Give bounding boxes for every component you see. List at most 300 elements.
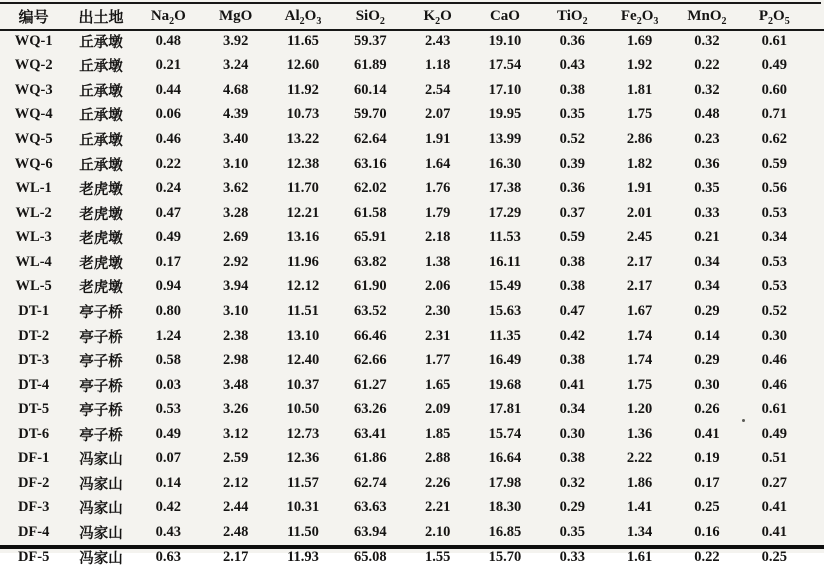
value-cell-al2o3: 10.37 xyxy=(286,376,320,393)
value-cell-k2o: 1.18 xyxy=(424,57,451,74)
value-cell-fe2o3: 1.41 xyxy=(626,499,653,516)
value-cell-al2o3: 12.60 xyxy=(286,57,320,74)
value-cell-k2o: 1.91 xyxy=(424,131,451,148)
value-cell-al2o3: 11.92 xyxy=(287,81,319,98)
table-row-WL-2 xyxy=(0,201,808,226)
table-row-DF-2 xyxy=(0,471,808,496)
column-header-mno2: MnO$_2$ xyxy=(687,7,727,27)
header-row xyxy=(0,3,808,29)
value-cell-sio2: 62.02 xyxy=(353,180,387,197)
value-cell-mgo: 3.92 xyxy=(222,32,249,49)
value-cell-cao: 17.54 xyxy=(488,57,522,74)
sample-id-cell: WQ-1 xyxy=(14,32,53,49)
value-cell-cao: 15.74 xyxy=(488,425,522,442)
value-cell-na2o: 0.14 xyxy=(155,474,181,491)
value-cell-mno2: 0.32 xyxy=(694,81,720,98)
value-cell-al2o3: 11.51 xyxy=(287,302,319,319)
value-cell-al2o3: 11.93 xyxy=(287,548,319,565)
site-cell: 亭子桥 xyxy=(79,329,123,346)
table-row-WL-5 xyxy=(0,275,808,300)
value-cell-k2o: 1.55 xyxy=(424,548,451,565)
value-cell-fe2o3: 1.67 xyxy=(626,302,653,319)
value-cell-p2o5: 0.61 xyxy=(761,32,787,49)
value-cell-al2o3: 11.50 xyxy=(287,524,319,541)
value-cell-na2o: 0.42 xyxy=(155,499,181,516)
sample-id-cell: DF-2 xyxy=(17,474,50,491)
value-cell-mno2: 0.17 xyxy=(694,474,720,491)
column-header-al2o3: $Al_2O_3$ xyxy=(284,7,322,27)
value-cell-fe2o3: 1.75 xyxy=(626,106,653,123)
value-cell-k2o: 2.09 xyxy=(424,401,451,418)
value-cell-cao: 16.85 xyxy=(488,524,522,541)
value-cell-na2o: 0.63 xyxy=(155,548,181,565)
value-cell-sio2: 61.58 xyxy=(353,204,387,221)
value-cell-p2o5: 0.52 xyxy=(761,302,787,319)
value-cell-al2o3: 12.21 xyxy=(286,204,320,221)
value-cell-al2o3: 10.73 xyxy=(286,106,320,123)
value-cell-p2o5: 0.51 xyxy=(761,450,787,467)
value-cell-na2o: 0.44 xyxy=(155,81,181,98)
value-cell-cao: 15.63 xyxy=(488,302,522,319)
site-cell: 亭子桥 xyxy=(79,378,123,395)
value-cell-tio2: 0.39 xyxy=(559,155,585,172)
composition-table xyxy=(0,3,808,569)
value-cell-mgo: 2.38 xyxy=(222,327,249,344)
value-cell-na2o: 0.53 xyxy=(155,401,181,418)
value-cell-mgo: 2.17 xyxy=(222,548,249,565)
value-cell-p2o5: 0.53 xyxy=(761,278,787,295)
value-cell-fe2o3: 1.86 xyxy=(626,474,653,491)
site-cell: 亭子桥 xyxy=(79,403,123,420)
table-row-WL-3 xyxy=(0,226,808,251)
value-cell-sio2: 63.26 xyxy=(353,401,387,418)
value-cell-k2o: 2.10 xyxy=(424,524,451,541)
sample-id-cell: DF-5 xyxy=(17,548,50,565)
value-cell-tio2: 0.59 xyxy=(559,229,585,246)
value-cell-al2o3: 11.57 xyxy=(287,474,319,491)
value-cell-na2o: 1.24 xyxy=(155,327,181,344)
table-row-DF-3 xyxy=(0,496,808,521)
value-cell-mno2: 0.25 xyxy=(694,499,720,516)
value-cell-tio2: 0.38 xyxy=(559,278,585,295)
value-cell-mgo: 2.92 xyxy=(222,253,249,270)
site-cell: 冯家山 xyxy=(79,550,123,567)
value-cell-p2o5: 0.60 xyxy=(761,81,787,98)
table-row-WQ-2 xyxy=(0,54,808,79)
sample-id-cell: WL-1 xyxy=(15,180,52,197)
column-header-id: 编号 xyxy=(18,9,49,26)
value-cell-fe2o3: 1.81 xyxy=(626,81,653,98)
value-cell-mno2: 0.30 xyxy=(694,376,720,393)
table-row-WQ-6 xyxy=(0,152,808,177)
value-cell-sio2: 62.64 xyxy=(353,131,387,148)
value-cell-fe2o3: 1.74 xyxy=(626,352,653,369)
value-cell-mgo: 4.39 xyxy=(222,106,249,123)
value-cell-tio2: 0.33 xyxy=(559,548,585,565)
sample-id-cell: WL-3 xyxy=(15,229,52,246)
value-cell-p2o5: 0.49 xyxy=(761,57,787,74)
value-cell-na2o: 0.17 xyxy=(155,253,181,270)
sample-id-cell: DF-3 xyxy=(17,499,50,516)
value-cell-al2o3: 13.10 xyxy=(286,327,320,344)
value-cell-p2o5: 0.62 xyxy=(761,131,787,148)
table-row-WQ-1 xyxy=(0,29,808,54)
value-cell-mgo: 3.10 xyxy=(222,155,249,172)
value-cell-p2o5: 0.71 xyxy=(761,106,787,123)
value-cell-sio2: 66.46 xyxy=(353,327,387,344)
site-cell: 亭子桥 xyxy=(79,304,123,321)
value-cell-fe2o3: 1.36 xyxy=(626,425,653,442)
site-cell: 冯家山 xyxy=(79,476,123,493)
sample-id-cell: WQ-6 xyxy=(14,155,53,172)
value-cell-sio2: 63.94 xyxy=(353,524,387,541)
value-cell-k2o: 1.64 xyxy=(424,155,451,172)
value-cell-mno2: 0.29 xyxy=(694,352,720,369)
value-cell-sio2: 62.66 xyxy=(353,352,387,369)
value-cell-p2o5: 0.46 xyxy=(761,376,787,393)
site-cell: 老虎墩 xyxy=(79,231,123,248)
value-cell-cao: 16.64 xyxy=(488,450,522,467)
value-cell-tio2: 0.32 xyxy=(559,474,585,491)
value-cell-mno2: 0.29 xyxy=(694,302,720,319)
value-cell-tio2: 0.43 xyxy=(559,57,585,74)
value-cell-cao: 17.29 xyxy=(488,204,522,221)
value-cell-cao: 11.35 xyxy=(489,327,521,344)
value-cell-k2o: 2.88 xyxy=(424,450,451,467)
value-cell-fe2o3: 1.69 xyxy=(626,32,653,49)
table-row-DT-5 xyxy=(0,397,808,422)
value-cell-tio2: 0.37 xyxy=(559,204,585,221)
column-header-p2o5: $P_2O_5$ xyxy=(758,7,790,27)
value-cell-sio2: 63.82 xyxy=(353,253,387,270)
sample-id-cell: DT-1 xyxy=(18,302,50,319)
table-row-DT-2 xyxy=(0,324,808,349)
value-cell-fe2o3: 2.22 xyxy=(626,450,653,467)
value-cell-mno2: 0.33 xyxy=(694,204,720,221)
value-cell-cao: 19.95 xyxy=(488,106,522,123)
value-cell-cao: 16.30 xyxy=(488,155,522,172)
value-cell-sio2: 65.08 xyxy=(353,548,387,565)
column-header-mgo: MgO xyxy=(218,7,253,24)
value-cell-mgo: 3.40 xyxy=(222,131,249,148)
value-cell-tio2: 0.38 xyxy=(559,450,585,467)
value-cell-tio2: 0.52 xyxy=(559,131,585,148)
column-header-cao: CaO xyxy=(489,7,520,24)
value-cell-na2o: 0.07 xyxy=(155,450,181,467)
value-cell-mno2: 0.32 xyxy=(694,32,720,49)
sample-id-cell: WL-5 xyxy=(15,278,52,295)
value-cell-tio2: 0.34 xyxy=(559,401,585,418)
value-cell-mgo: 3.26 xyxy=(222,401,249,418)
value-cell-mgo: 4.68 xyxy=(222,81,249,98)
value-cell-k2o: 2.18 xyxy=(424,229,451,246)
value-cell-sio2: 60.14 xyxy=(353,81,387,98)
value-cell-k2o: 2.07 xyxy=(424,106,451,123)
value-cell-mgo: 2.69 xyxy=(222,229,249,246)
value-cell-p2o5: 0.53 xyxy=(761,253,787,270)
sample-id-cell: WL-4 xyxy=(15,253,52,270)
sample-id-cell: WQ-4 xyxy=(14,106,53,123)
value-cell-al2o3: 10.50 xyxy=(286,401,320,418)
value-cell-sio2: 63.41 xyxy=(353,425,387,442)
value-cell-cao: 17.98 xyxy=(488,474,522,491)
value-cell-k2o: 2.54 xyxy=(424,81,451,98)
value-cell-cao: 16.11 xyxy=(489,253,521,270)
value-cell-mno2: 0.23 xyxy=(694,131,720,148)
value-cell-na2o: 0.43 xyxy=(155,524,181,541)
site-cell: 亭子桥 xyxy=(79,354,123,371)
value-cell-fe2o3: 1.92 xyxy=(626,57,653,74)
value-cell-mgo: 2.48 xyxy=(222,524,249,541)
sample-id-cell: DT-5 xyxy=(18,401,50,418)
sample-id-cell: WQ-2 xyxy=(14,57,53,74)
value-cell-cao: 17.81 xyxy=(488,401,522,418)
value-cell-mgo: 3.94 xyxy=(222,278,249,295)
value-cell-mgo: 3.12 xyxy=(222,425,249,442)
value-cell-p2o5: 0.27 xyxy=(761,474,787,491)
value-cell-k2o: 2.26 xyxy=(424,474,451,491)
value-cell-na2o: 0.49 xyxy=(155,425,181,442)
value-cell-mgo: 3.48 xyxy=(222,376,249,393)
value-cell-p2o5: 0.46 xyxy=(761,352,787,369)
value-cell-sio2: 63.63 xyxy=(353,499,387,516)
value-cell-k2o: 2.31 xyxy=(424,327,451,344)
value-cell-cao: 19.10 xyxy=(488,32,522,49)
value-cell-na2o: 0.48 xyxy=(155,32,181,49)
value-cell-cao: 18.30 xyxy=(488,499,522,516)
value-cell-mno2: 0.21 xyxy=(694,229,720,246)
value-cell-fe2o3: 2.17 xyxy=(626,253,653,270)
table-row-DF-5 xyxy=(0,545,808,569)
column-header-na2o: $Na_2O$ xyxy=(150,7,186,27)
value-cell-mgo: 2.12 xyxy=(222,474,249,491)
value-cell-mno2: 0.34 xyxy=(694,253,720,270)
value-cell-k2o: 2.43 xyxy=(424,32,451,49)
value-cell-fe2o3: 1.82 xyxy=(626,155,653,172)
site-cell: 老虎墩 xyxy=(79,255,123,272)
site-cell: 丘承墩 xyxy=(79,59,123,76)
table-row-DT-6 xyxy=(0,422,808,447)
value-cell-mgo: 2.44 xyxy=(222,499,249,516)
site-cell: 丘承墩 xyxy=(79,108,123,125)
value-cell-sio2: 65.91 xyxy=(353,229,387,246)
value-cell-cao: 17.38 xyxy=(488,180,522,197)
value-cell-p2o5: 0.49 xyxy=(761,425,787,442)
site-cell: 老虎墩 xyxy=(79,280,123,297)
value-cell-na2o: 0.49 xyxy=(155,229,181,246)
table-row-WL-1 xyxy=(0,176,808,201)
value-cell-fe2o3: 2.45 xyxy=(626,229,653,246)
value-cell-fe2o3: 1.74 xyxy=(626,327,653,344)
value-cell-tio2: 0.38 xyxy=(559,253,585,270)
sample-id-cell: WQ-5 xyxy=(14,131,53,148)
value-cell-tio2: 0.29 xyxy=(559,499,585,516)
sample-id-cell: DT-2 xyxy=(18,327,50,344)
value-cell-al2o3: 11.96 xyxy=(287,253,319,270)
value-cell-fe2o3: 1.91 xyxy=(626,180,653,197)
site-cell: 丘承墩 xyxy=(79,34,123,51)
value-cell-p2o5: 0.34 xyxy=(761,229,787,246)
value-cell-sio2: 59.70 xyxy=(353,106,387,123)
table-row-WQ-3 xyxy=(0,78,808,103)
column-header-fe2o3: $Fe_2O_3$ xyxy=(620,7,659,27)
value-cell-mno2: 0.26 xyxy=(694,401,720,418)
value-cell-fe2o3: 2.01 xyxy=(626,204,653,221)
value-cell-k2o: 2.21 xyxy=(424,499,451,516)
value-cell-na2o: 0.46 xyxy=(155,131,181,148)
value-cell-cao: 17.10 xyxy=(488,81,522,98)
value-cell-p2o5: 0.61 xyxy=(761,401,787,418)
column-header-tio2: TiO$_2$ xyxy=(557,7,588,27)
value-cell-mno2: 0.35 xyxy=(694,180,720,197)
value-cell-mno2: 0.22 xyxy=(694,57,720,74)
column-header-site: 出土地 xyxy=(78,9,124,26)
value-cell-sio2: 59.37 xyxy=(353,32,387,49)
value-cell-sio2: 62.74 xyxy=(353,474,387,491)
value-cell-p2o5: 0.53 xyxy=(761,204,787,221)
value-cell-cao: 19.68 xyxy=(488,376,522,393)
value-cell-mno2: 0.48 xyxy=(694,106,720,123)
value-cell-p2o5: 0.25 xyxy=(761,548,787,565)
site-cell: 丘承墩 xyxy=(79,157,123,174)
value-cell-mno2: 0.16 xyxy=(694,524,720,541)
value-cell-tio2: 0.30 xyxy=(559,425,585,442)
value-cell-al2o3: 12.73 xyxy=(286,425,320,442)
table-header xyxy=(0,3,808,29)
value-cell-tio2: 0.42 xyxy=(559,327,585,344)
value-cell-cao: 16.49 xyxy=(488,352,522,369)
value-cell-p2o5: 0.41 xyxy=(761,524,787,541)
sample-id-cell: DF-1 xyxy=(17,450,50,467)
value-cell-sio2: 61.86 xyxy=(353,450,387,467)
value-cell-na2o: 0.58 xyxy=(155,352,181,369)
value-cell-fe2o3: 1.75 xyxy=(626,376,653,393)
value-cell-mgo: 2.98 xyxy=(222,352,249,369)
value-cell-mgo: 3.62 xyxy=(222,180,249,197)
value-cell-tio2: 0.38 xyxy=(559,352,585,369)
value-cell-fe2o3: 2.86 xyxy=(626,131,653,148)
sample-id-cell: DF-4 xyxy=(17,524,50,541)
column-header-k2o: $K_2O$ xyxy=(423,7,452,27)
value-cell-na2o: 0.94 xyxy=(155,278,181,295)
value-cell-mgo: 3.28 xyxy=(222,204,249,221)
value-cell-mno2: 0.14 xyxy=(694,327,720,344)
value-cell-mgo: 3.24 xyxy=(222,57,249,74)
column-header-sio2: SiO$_2$ xyxy=(355,7,385,27)
value-cell-na2o: 0.03 xyxy=(155,376,181,393)
value-cell-mno2: 0.36 xyxy=(694,155,720,172)
sample-id-cell: WQ-3 xyxy=(14,81,53,98)
value-cell-fe2o3: 1.20 xyxy=(626,401,653,418)
value-cell-cao: 15.49 xyxy=(488,278,522,295)
value-cell-p2o5: 0.41 xyxy=(761,499,787,516)
value-cell-mno2: 0.19 xyxy=(694,450,720,467)
value-cell-sio2: 63.16 xyxy=(353,155,387,172)
value-cell-na2o: 0.22 xyxy=(155,155,181,172)
value-cell-al2o3: 11.70 xyxy=(287,180,319,197)
table-row-DF-4 xyxy=(0,520,808,545)
value-cell-sio2: 61.89 xyxy=(353,57,387,74)
site-cell: 丘承墩 xyxy=(79,83,123,100)
value-cell-k2o: 1.38 xyxy=(424,253,451,270)
site-cell: 亭子桥 xyxy=(79,427,123,444)
site-cell: 老虎墩 xyxy=(79,206,123,223)
value-cell-k2o: 1.76 xyxy=(424,180,451,197)
table-body xyxy=(0,29,808,569)
site-cell: 冯家山 xyxy=(79,526,123,543)
value-cell-tio2: 0.36 xyxy=(559,32,585,49)
value-cell-fe2o3: 2.17 xyxy=(626,278,653,295)
table-row-DF-1 xyxy=(0,447,808,472)
site-cell: 丘承墩 xyxy=(79,133,123,150)
value-cell-al2o3: 13.16 xyxy=(286,229,320,246)
value-cell-mno2: 0.22 xyxy=(694,548,720,565)
value-cell-k2o: 2.06 xyxy=(424,278,451,295)
table-row-WL-4 xyxy=(0,250,808,275)
site-cell: 冯家山 xyxy=(79,501,123,518)
value-cell-na2o: 0.06 xyxy=(155,106,181,123)
value-cell-na2o: 0.24 xyxy=(155,180,181,197)
value-cell-cao: 13.99 xyxy=(488,131,522,148)
value-cell-mgo: 3.10 xyxy=(222,302,249,319)
value-cell-sio2: 61.27 xyxy=(353,376,387,393)
value-cell-cao: 15.70 xyxy=(488,548,522,565)
table-row-WQ-5 xyxy=(0,127,808,152)
value-cell-tio2: 0.47 xyxy=(559,302,585,319)
value-cell-sio2: 63.52 xyxy=(353,302,387,319)
value-cell-na2o: 0.21 xyxy=(155,57,181,74)
value-cell-al2o3: 12.40 xyxy=(286,352,320,369)
scan-speck xyxy=(742,419,745,422)
value-cell-fe2o3: 1.34 xyxy=(626,524,653,541)
site-cell: 冯家山 xyxy=(79,452,123,469)
table-row-WQ-4 xyxy=(0,103,808,128)
value-cell-k2o: 1.85 xyxy=(424,425,451,442)
table-row-DT-1 xyxy=(0,299,808,324)
table-row-DT-3 xyxy=(0,348,808,373)
value-cell-p2o5: 0.56 xyxy=(761,180,787,197)
value-cell-al2o3: 10.31 xyxy=(286,499,320,516)
table-row-DT-4 xyxy=(0,373,808,398)
value-cell-k2o: 2.30 xyxy=(424,302,451,319)
value-cell-tio2: 0.35 xyxy=(559,524,585,541)
value-cell-k2o: 1.77 xyxy=(424,352,451,369)
value-cell-tio2: 0.38 xyxy=(559,81,585,98)
value-cell-sio2: 61.90 xyxy=(353,278,387,295)
value-cell-al2o3: 12.12 xyxy=(286,278,320,295)
value-cell-k2o: 1.65 xyxy=(424,376,451,393)
value-cell-al2o3: 13.22 xyxy=(286,131,320,148)
value-cell-tio2: 0.35 xyxy=(559,106,585,123)
sample-id-cell: DT-3 xyxy=(18,352,50,369)
value-cell-na2o: 0.80 xyxy=(155,302,181,319)
value-cell-al2o3: 11.65 xyxy=(287,32,319,49)
sample-id-cell: WL-2 xyxy=(15,204,52,221)
value-cell-cao: 11.53 xyxy=(489,229,521,246)
value-cell-na2o: 0.47 xyxy=(155,204,181,221)
sample-id-cell: DT-4 xyxy=(18,376,50,393)
value-cell-al2o3: 12.36 xyxy=(286,450,320,467)
value-cell-mno2: 0.41 xyxy=(694,425,720,442)
value-cell-al2o3: 12.38 xyxy=(286,155,320,172)
value-cell-p2o5: 0.59 xyxy=(761,155,787,172)
site-cell: 老虎墩 xyxy=(79,182,123,199)
value-cell-k2o: 1.79 xyxy=(424,204,451,221)
value-cell-fe2o3: 1.61 xyxy=(626,548,653,565)
value-cell-tio2: 0.36 xyxy=(559,180,585,197)
value-cell-mno2: 0.34 xyxy=(694,278,720,295)
sample-id-cell: DT-6 xyxy=(18,425,50,442)
